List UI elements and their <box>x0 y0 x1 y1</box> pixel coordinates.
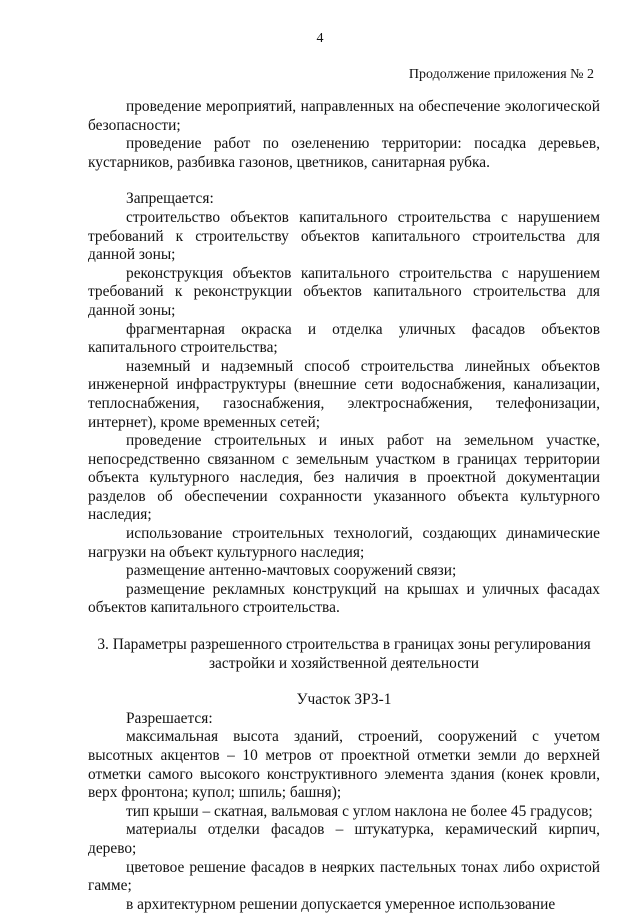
continuation-note: Продолжение приложения № 2 <box>408 67 594 82</box>
allowed-item: тип крыши – скатная, вальмовая с углом наклона не более 45 градусов; <box>126 802 593 820</box>
subsection-title: Участок ЗРЗ-1 <box>296 691 392 709</box>
paragraph: проведение мероприятий, направленных на обеспечение экологической безопасности; <box>88 98 600 134</box>
prohibited-item: использование строительных технологий, создающих динамические нагрузки на объект культурного наследия; <box>88 525 600 561</box>
prohibited-item: размещение антенно-мачтовых сооружений связи; <box>126 562 457 580</box>
allowed-label: Разрешается: <box>126 709 213 727</box>
document-body <box>88 98 600 914</box>
section-heading: 3. Параметры разрешенного строительства в границах зоны регулирования застройки и хозяйственной деятельности <box>97 636 591 672</box>
page-number: 4 <box>316 31 324 46</box>
prohibited-item: проведение строительных и иных работ на земельном участке, непосредственно связанном с земельным участком в границах территории объекта культурного наследия, без наличия в проектной документации разделов об обеспечении сохранности указанного объекта культурного наследия; <box>88 432 600 524</box>
prohibited-item: фрагментарная окраска и отделка уличных фасадов объектов капитального строительства; <box>88 320 600 357</box>
prohibited-item: строительство объектов капитального строительства с нарушением требований к строительству объектов капитального строительства для данной зоны; <box>88 208 600 264</box>
prohibited-item: наземный и надземный способ строительства линейных объектов инженерной инфраструктуры (внешние сети водоснабжения, канализации, теплоснабжения, газоснабжения, электроснабжения, телефонизации, интернет), кроме временных сетей; <box>88 357 600 431</box>
allowed-item: максимальная высота зданий, строений, сооружений с учетом высотных акцентов – 10 метров от проектной отметки земли до верхней отметки самого высокого конструктивного элемента здания (конек кровли, верх фронтона; купол; шпиль; башня); <box>88 728 600 802</box>
prohibited-item: размещение рекламных конструкций на крышах и уличных фасадах объектов капитального строительства. <box>88 580 600 617</box>
prohibited-label: Запрещается: <box>126 190 214 208</box>
paragraph: проведение работ по озеленению территории: посадка деревьев, кустарников, разбивка газонов, цветников, санитарная рубка. <box>88 135 600 171</box>
allowed-item: в архитектурном решении допускается умеренное использование <box>126 895 556 913</box>
prohibited-item: реконструкция объектов капитального строительства с нарушением требований к реконструкции объектов капитального строительства для данной зоны; <box>88 264 600 319</box>
allowed-item: цветовое решение фасадов в неярких пастельных тонах либо охристой гамме; <box>88 858 600 895</box>
allowed-item: материалы отделки фасадов – штукатурка, керамический кирпич, дерево; <box>88 821 600 857</box>
